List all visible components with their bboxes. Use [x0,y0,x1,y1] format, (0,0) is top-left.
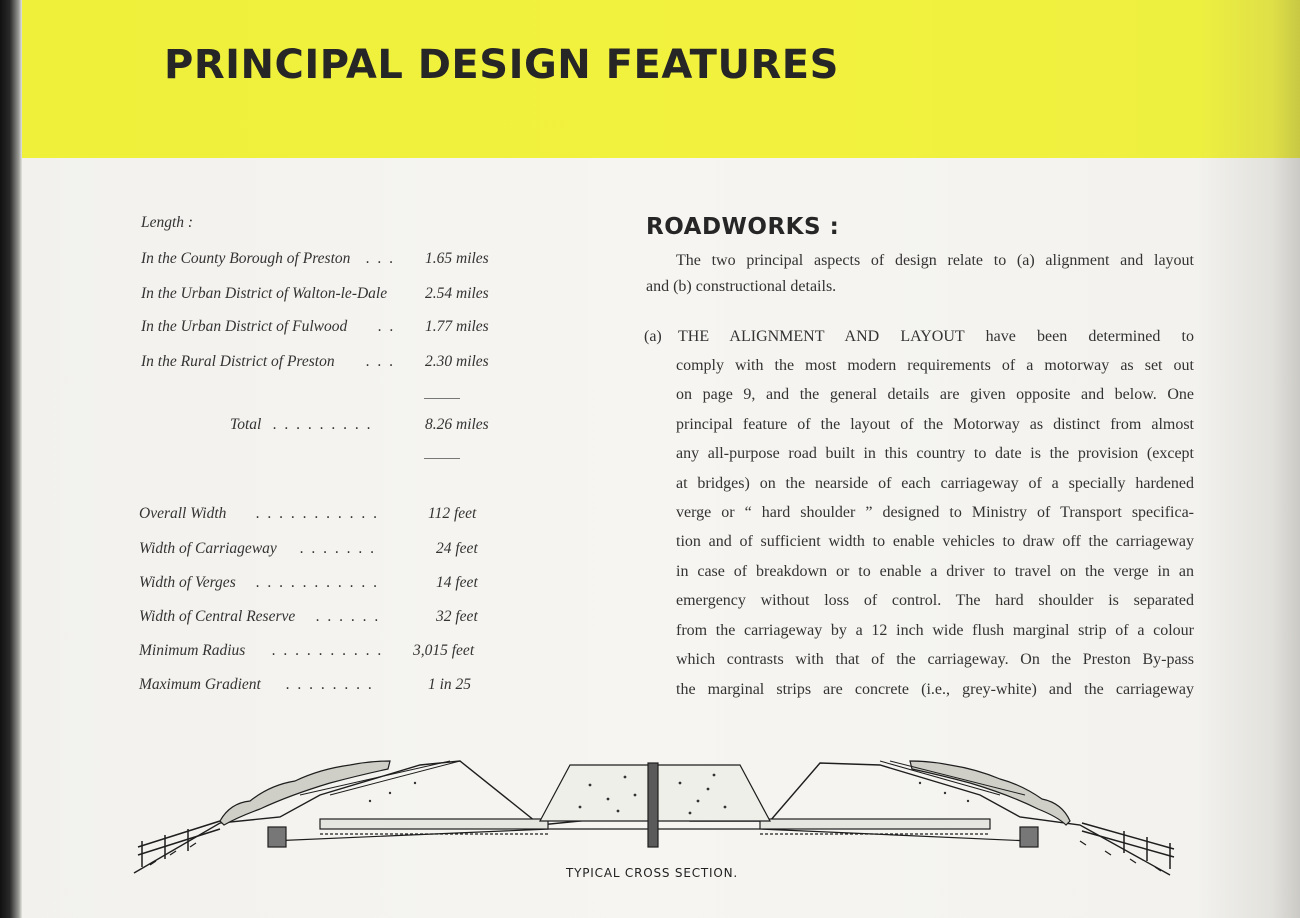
dimension-label: Width of Verges [139,574,236,591]
paragraph-line: on page 9, and the general details are given opposite and below. One [676,386,1194,403]
dimension-label: Maximum Gradient [139,676,261,693]
length-total-label: Total [230,416,262,433]
paragraph-line: the marginal strips are concrete (i.e., grey-white) and the carriageway [676,681,1194,698]
length-heading: Length : [141,214,194,231]
leader-dots: . . . . . . . [300,540,377,557]
length-row-value: 1.65 miles [425,250,489,267]
leader-dots: . . . . . . . . . . . [256,505,380,522]
paragraph-line: in case of breakdown or to enable a driver to travel on the verge in an [676,563,1194,580]
paragraph-line: any all-purpose road built in this country to date is the provision (except [676,445,1194,462]
leader-dots: . . . . . . . . . [273,416,373,433]
paragraph-line: THE ALIGNMENT AND LAYOUT have been determined to [678,328,1194,345]
paragraph-line: from the carriageway by a 12 inch wide flush marginal strip of a colour [676,622,1194,639]
leader-dots: . . . . . . . . [286,676,375,693]
dimension-value: 1 in 25 [428,676,472,693]
paragraph-line: tion and of sufficient width to enable vehicles to draw off the carriageway [676,533,1194,550]
dimension-label: Width of Central Reserve [139,608,296,625]
dimension-value: 3,015 feet [413,642,475,659]
dimension-value: 24 feet [436,540,478,557]
roadworks-heading: ROADWORKS : [646,214,840,240]
dimension-label: Minimum Radius [139,642,246,659]
dimension-value: 112 feet [428,505,477,522]
leader-dots: . . [378,318,396,335]
paragraph-line: verge or “ hard shoulder ” designed to Ministry of Transport specifica- [676,504,1194,521]
length-total-value: 8.26 miles [425,416,489,433]
leader-dots: . . . [366,250,396,267]
total-rule [424,458,460,459]
dimension-label: Overall Width [139,505,227,522]
page-title: PRINCIPAL DESIGN FEATURES [164,42,839,88]
paragraph-line: comply with the most modern requirements of a motorway as set out [676,357,1194,374]
paragraph-line: principal feature of the layout of the Motorway as distinct from almost [676,416,1194,433]
length-row-label: In the County Borough of Preston [141,250,351,267]
subtotal-rule [424,398,460,399]
paragraph-line: The two principal aspects of design relate to (a) alignment and layout [676,252,1194,269]
page-edge-shadow [1272,0,1300,918]
leader-dots: . . . [366,353,396,370]
dimension-value: 14 feet [436,574,478,591]
leader-dots: . . . . . . [316,608,381,625]
paragraph-line: emergency without loss of control. The hard shoulder is separated [676,592,1194,609]
title-banner [22,0,1300,158]
dimension-value: 32 feet [436,608,478,625]
item-marker: (a) [644,328,662,345]
length-row-value: 1.77 miles [425,318,489,335]
dimension-label: Width of Carriageway [139,540,277,557]
leader-dots: . . . . . . . . . . [272,642,384,659]
paragraph-line: and (b) constructional details. [646,278,837,295]
length-row-label: In the Urban District of Fulwood [141,318,348,335]
leader-dots: . . . . . . . . . . . [256,574,380,591]
figure-caption: TYPICAL CROSS SECTION. [566,866,739,880]
length-row-value: 2.30 miles [425,353,489,370]
length-row-label: In the Urban District of Walton-le-Dale [141,285,388,302]
paragraph-line: at bridges) on the nearside of each carriageway of a specially hardened [676,475,1194,492]
paragraph-line: which contrasts with that of the carriageway. On the Preston By-pass [676,651,1194,668]
book-spine [0,0,22,918]
length-row-value: 2.54 miles [425,285,489,302]
length-row-label: In the Rural District of Preston [141,353,335,370]
